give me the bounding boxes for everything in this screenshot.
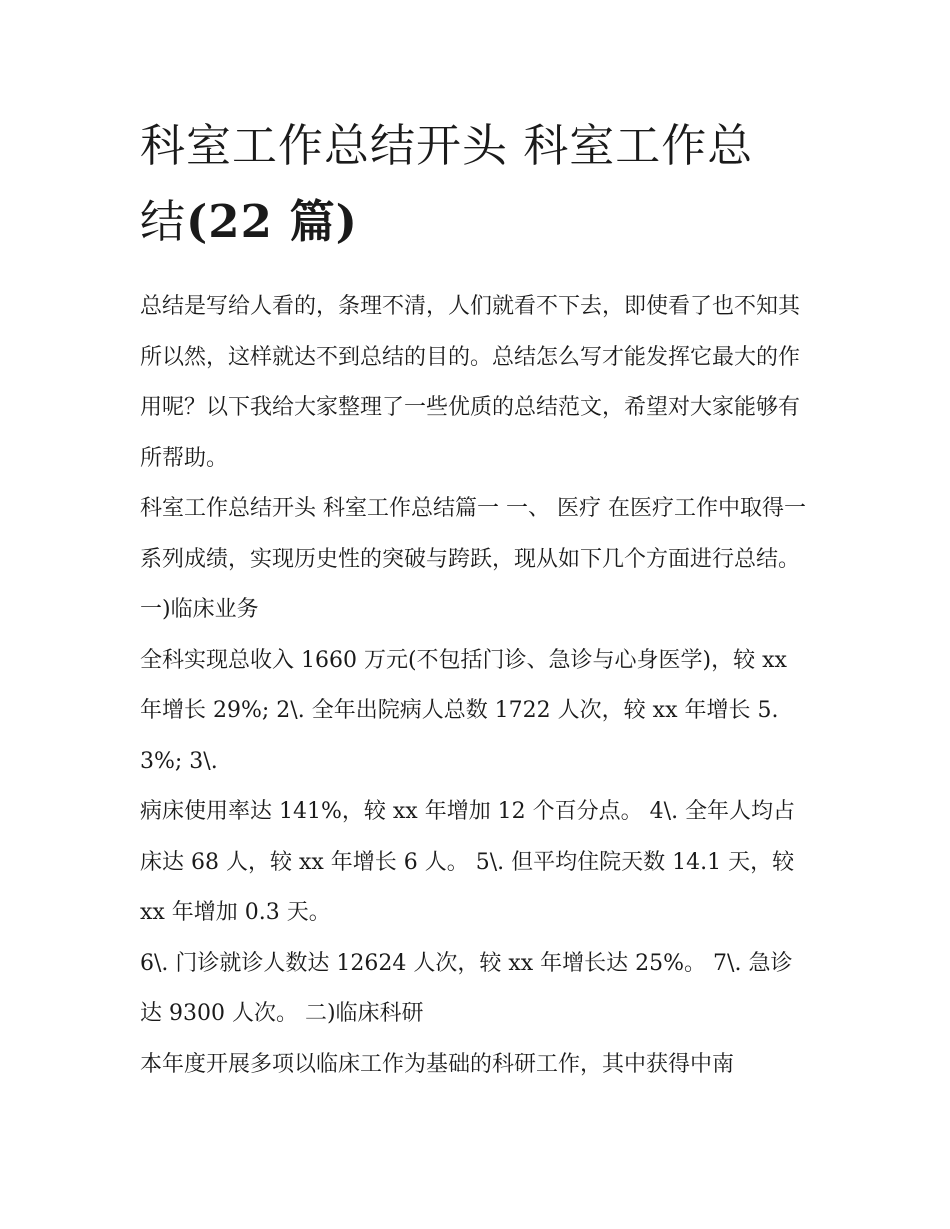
title-line-1: 科室工作总结开头 科室工作总 (140, 119, 754, 172)
title-line-2-text: 结 (140, 195, 187, 248)
paragraph-intro: 总结是写给人看的，条理不清，人们就看不下去，即使看了也不知其所以然，这样就达不到总结的目的。总结怎么写才能发挥它最大的作用呢？以下我给大家整理了一些优质的总结范文，希望对大家能够有所帮助。 (140, 294, 801, 471)
paragraph-section-one: 科室工作总结开头 科室工作总结篇一 一、 医疗 在医疗工作中取得一系列成绩，实现历史性的突破与跨跃，现从如下几个方面进行总结。 一)临床业务 (140, 496, 806, 622)
title-line-2-count: (22 篇) (186, 195, 358, 248)
document-page (140, 108, 812, 1090)
document-title (140, 108, 812, 260)
paragraph-bed-usage: 病床使用率达 141%，较 xx 年增加 12 个百分点。 4\. 全年人均占床达 68 人，较 xx 年增长 6 人。 5\. 但平均住院天数 14.1 天，较 xx 年增加 0.3 天。 (140, 799, 796, 925)
paragraph-revenue: 全科实现总收入 1660 万元(不包括门诊、急诊与心身医学)，较 xx 年增长 29%; 2\. 全年出院病人总数 1722 人次，较 xx 年增长 5.3%; 3\. (140, 647, 787, 774)
paragraph-research: 本年度开展多项以临床工作为基础的科研工作，其中获得中南 (140, 1051, 735, 1077)
paragraph-outpatient: 6\. 门诊就诊人数达 12624 人次，较 xx 年增长达 25%。 7\. 急诊达 9300 人次。 二)临床科研 (140, 950, 793, 1026)
